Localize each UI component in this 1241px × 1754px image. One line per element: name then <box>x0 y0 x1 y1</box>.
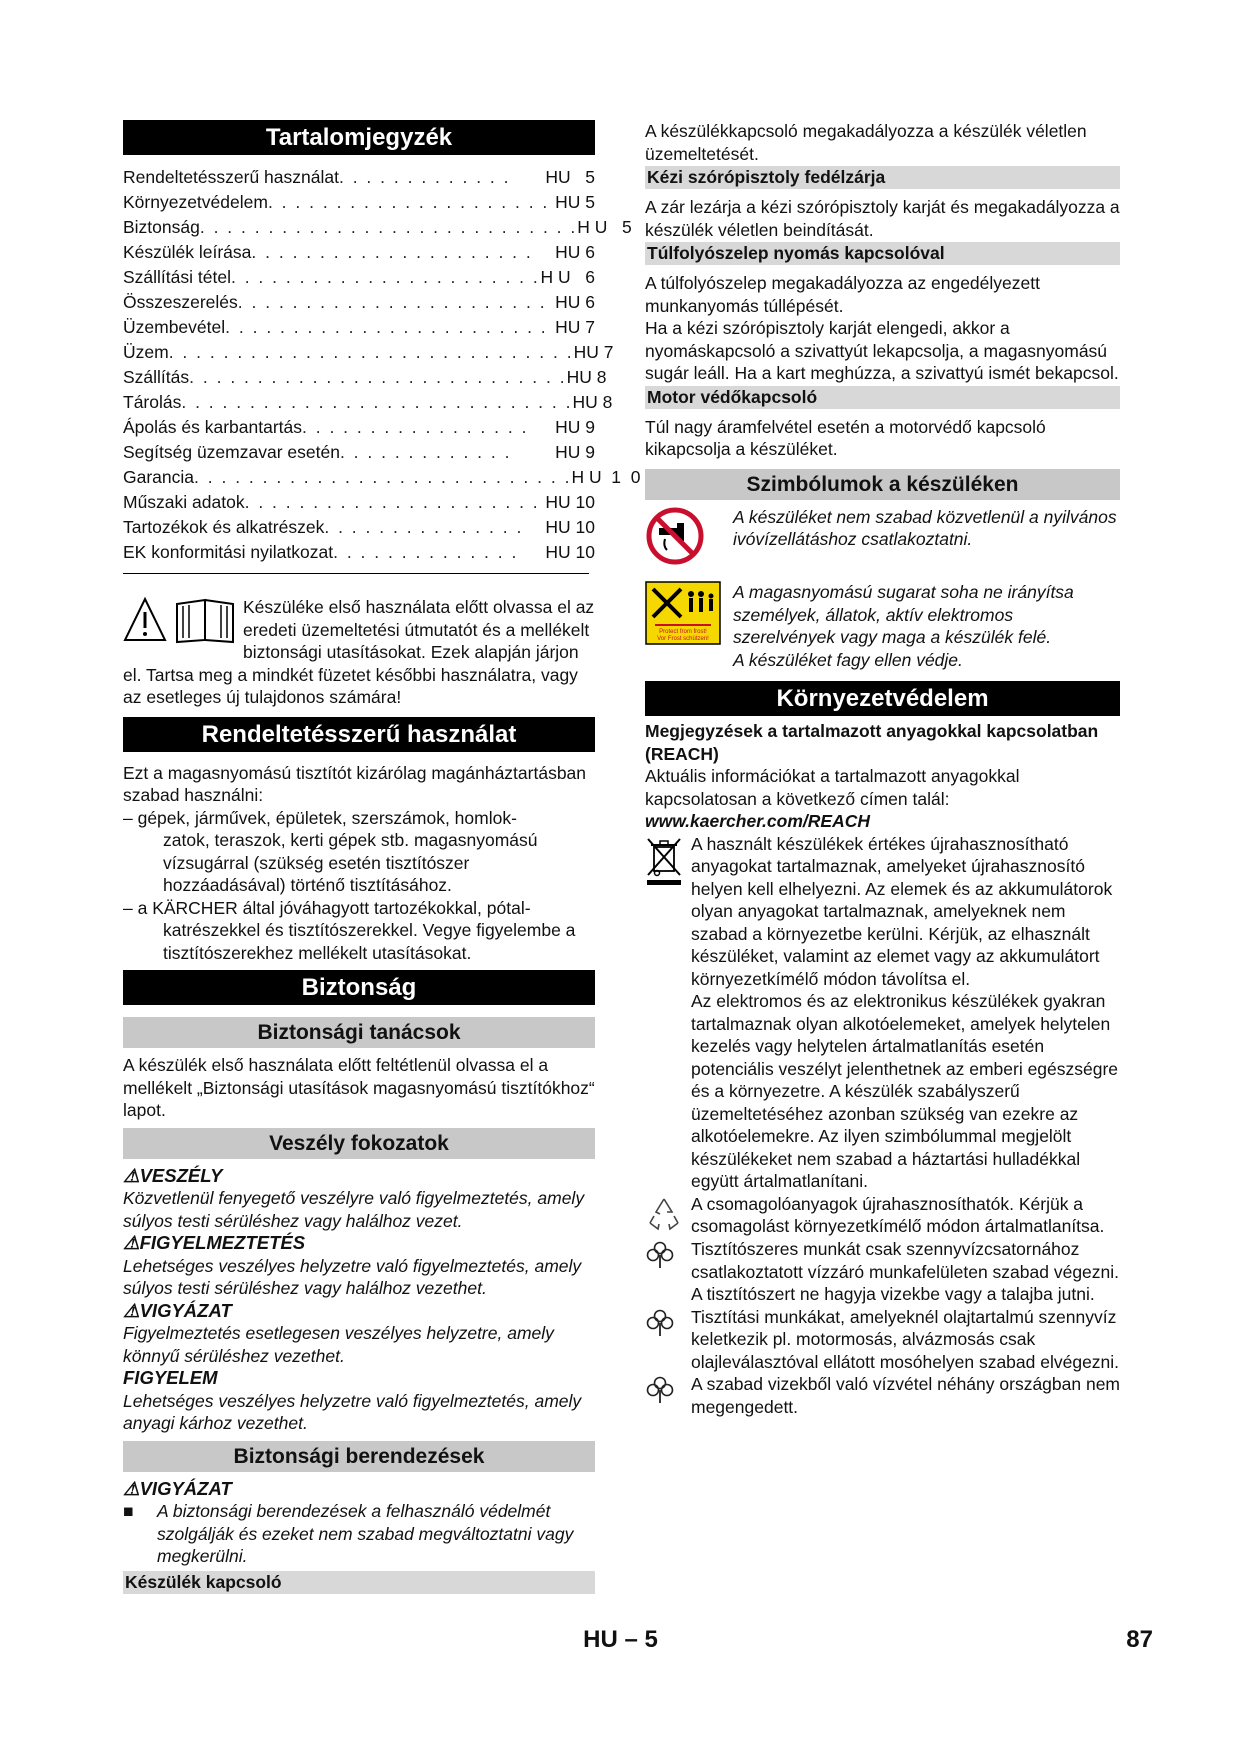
devices-bullet <box>123 1500 595 1570</box>
toc-entry-leader: . . . . . . . . . . . . . . . <box>324 517 524 537</box>
weee-row <box>645 833 1120 1193</box>
toc-entry-title: Szállítási tétel <box>123 267 231 287</box>
toc-entry <box>123 240 595 265</box>
frost-label-de: Vor Frost schützen! <box>657 636 709 642</box>
toc-entry-title: Műszaki adatok <box>123 492 245 512</box>
toc-entry-title: Üzembevétel <box>123 317 226 337</box>
overflow-valve-text-1: A túlfolyószelep megakadályozza az engedélyezett munkanyomás túllépését. <box>645 273 1040 316</box>
attention-text: Lehetséges veszélyes helyzetre való figyelmeztetés, amely anyagi kárhoz vezethet. <box>123 1390 582 1433</box>
symbol-2-text-1: A magasnyomású sugarat soha ne irányítsa személyek, állatok, aktív elektromos szerelvények vagy maga a készülék felé. <box>733 582 1074 647</box>
safety-heading: Biztonság <box>123 970 595 1005</box>
toc-entry-title: Segítség üzemzavar esetén <box>123 442 340 462</box>
toc-entry-page: HU 8 <box>566 367 607 387</box>
env-row-2 <box>645 1306 1120 1374</box>
toc-entry-leader: . . . . . . . . . . . . . . . . . . . . . . . . . . . . <box>189 367 567 387</box>
toc-entry-title: Biztonság <box>123 217 200 237</box>
crossed-bin-icon <box>645 833 691 1193</box>
toc-entry <box>123 190 595 215</box>
toc-entry-page: HU 10 <box>545 517 595 537</box>
toc-entry-title: Garancia <box>123 467 195 487</box>
no-drinking-water-icon <box>645 506 733 572</box>
warning-label: ⚠FIGYELMEZTETÉS <box>123 1232 306 1253</box>
toc-entry <box>123 265 595 290</box>
environment-heading: Környezetvédelem <box>645 681 1120 716</box>
toc-entry-leader: . . . . . . . . . . . . . . . . . . . . . . . <box>230 267 540 287</box>
left-column <box>123 120 641 1601</box>
toc-entry-page: HU 8 <box>572 392 613 412</box>
recycle-row <box>645 1193 1120 1239</box>
intro-note <box>123 596 595 709</box>
toc-entry-title: Összeszerelés <box>123 292 238 312</box>
gun-lock-text: A zár lezárja a kézi szórópisztoly karját és megakadályozza a készülék véletlen beindítását. <box>645 197 1120 240</box>
toc-entry <box>123 415 595 440</box>
right-column <box>645 120 1120 1418</box>
toc-entry <box>123 390 613 415</box>
toc-entry-page: HU 5 <box>540 167 595 187</box>
toc-entry-title: Készülék leírása <box>123 242 252 262</box>
toc-entry <box>123 290 595 315</box>
env-text-1: Tisztítószeres munkát csak szennyvízcsatornához csatlakoztatott vízzáró munkafelületen szabad végezni. A tisztítószert ne hagyja vizekbe vagy a talajba jutni. <box>691 1239 1120 1304</box>
toc-entry <box>123 490 595 515</box>
toc-list <box>123 165 641 565</box>
toc-entry-title: EK konformitási nyilatkozat <box>123 542 334 562</box>
weee-texts <box>691 833 1120 1193</box>
devices-caution-label: ⚠VIGYÁZAT <box>123 1477 232 1499</box>
intended-use-bullet-2-rest: katrészekkel és tisztítószerekkel. Vegye figyelembe a tisztítószerekhez mellékelt utasításokat. <box>163 920 576 963</box>
toc-entry-page: HU 6 <box>555 292 595 312</box>
recycle-icon <box>645 1193 691 1239</box>
toc-entry-page: HU 7 <box>555 317 595 337</box>
frost-label-en: Protect from frost! <box>659 629 707 635</box>
safety-tips-text: A készülék első használata előtt feltétlenül olvassa el a mellékelt „Biztonsági utasítások magasnyomású tisztítókhoz“ lapot. <box>123 1055 595 1120</box>
toc-entry-leader: . . . . . . . . . . . . . . . . . . . . . <box>267 192 550 212</box>
toc-entry-page: H U 6 <box>540 267 595 287</box>
intro-note-text: Készüléke első használata előtt olvassa el az eredeti üzemeltetési útmutatót és a mellékelt biztonsági utasításokat. Ezek alapján járjon el. Tartsa meg a mindkét füzetet későbbi használatra, vagy az esetleges új tulajdonos számára! <box>123 597 595 707</box>
symbol-row-2 <box>645 581 1120 671</box>
toc-entry-title: Szállítás <box>123 367 190 387</box>
toc-entry <box>123 515 595 540</box>
safety-tips-heading: Biztonsági tanácsok <box>123 1017 595 1048</box>
toc-entry-leader: . . . . . . . . . . . . . . . . . . . . . . . . . . . . <box>194 467 572 487</box>
caution-label: ⚠VIGYÁZAT <box>123 1299 232 1321</box>
env-row-3 <box>645 1373 1120 1418</box>
toc-entry-page: HU 10 <box>545 492 595 512</box>
motor-protection-text: Túl nagy áramfelvétel esetén a motorvédő kapcsoló kikapcsolja a készüléket. <box>645 416 1046 459</box>
symbols-heading: Szimbólumok a készüléken <box>645 469 1120 500</box>
environment-icon <box>645 1306 691 1374</box>
reach-text: Aktuális információkat a tartalmazott anyagokkal kapcsolatosan a következő címen talál: <box>645 766 1020 809</box>
toc-entry-leader: . . . . . . . . . . . . . . <box>333 542 519 562</box>
toc-entry-page: HU 6 <box>555 242 595 262</box>
toc-entry-page: HU 9 <box>555 442 595 462</box>
intended-use-bullet-2-start: – a KÄRCHER által jóváhagyott tartozékokkal, pótal- <box>123 897 531 918</box>
toc-entry-title: Ápolás és karbantartás <box>123 417 302 437</box>
toc-entry-leader: . . . . . . . . . . . . . . . . . . . . . . . . . . . . . . <box>168 342 574 362</box>
env-row-1 <box>645 1238 1120 1306</box>
caution-text: Figyelmeztetés esetlegesen veszélyes helyzetre, amely könnyű sérüléshez vezethet. <box>123 1323 554 1366</box>
toc-entry-leader: . . . . . . . . . . . . . <box>339 442 512 462</box>
switch-text: A készülékkapcsoló megakadályozza a készülék véletlen üzemeltetését. <box>645 121 1087 164</box>
footer-page-number: 87 <box>1126 1626 1153 1653</box>
environment-icon <box>645 1373 691 1418</box>
gun-lock-heading: Kézi szórópisztoly fedélzárja <box>645 166 1120 189</box>
toc-entry-title: Tárolás <box>123 392 182 412</box>
danger-label: ⚠VESZÉLY <box>123 1164 223 1186</box>
reach-url[interactable]: www.kaercher.com/REACH <box>645 811 870 831</box>
toc-entry <box>123 315 595 340</box>
toc-entry-page: HU 9 <box>555 417 595 437</box>
footer-section-label: HU – 5 <box>583 1626 658 1653</box>
intended-use-bullet-1-start: – gépek, járművek, épületek, szerszámok, homlok- <box>123 807 517 828</box>
toc-entry-leader: . . . . . . . . . . . . . <box>338 167 511 187</box>
warning-book-icon <box>123 596 241 644</box>
symbol-1-text: A készüléket nem szabad közvetlenül a nyilvános ivóvízellátáshoz csatlakoztatni. <box>733 506 1117 549</box>
toc-title: Tartalomjegyzék <box>123 120 595 155</box>
devices-bullet-text: A biztonsági berendezések a felhasználó védelmét szolgálják és ezeket nem szabad megváltoztatni vagy megkerülni. <box>157 1501 574 1566</box>
toc-entry-title: Tartozékok és alkatrészek <box>123 517 325 537</box>
symbol-2-texts <box>733 581 1120 671</box>
toc-entry-title: Rendeltetésszerű használat <box>123 167 339 187</box>
overflow-valve-text-2: Ha a kézi szórópisztoly karját elengedi, akkor a nyomáskapcsoló a szivattyút lekapcsolja, a magasnyomású sugár leáll. Ha a kart meghúzza, a szivattyú ismét bekapcsol. <box>645 318 1119 383</box>
recycle-text: A csomagolóanyagok újrahasznosíthatók. Kérjük a csomagolást környezetkímélő módon ártalmatlanítsa. <box>691 1193 1105 1236</box>
toc-entry-page: H U 5 <box>577 217 632 237</box>
hazard-levels-heading: Veszély fokozatok <box>123 1128 595 1159</box>
toc-entry-leader: . . . . . . . . . . . . . . . . . . . . . . <box>244 492 540 512</box>
attention-label: FIGYELEM <box>123 1367 218 1388</box>
toc-entry <box>123 440 595 465</box>
environment-icon <box>645 1238 691 1306</box>
toc-entry-leader: . . . . . . . . . . . . . . . . . . . . . <box>251 242 533 262</box>
safety-devices-heading: Biztonsági berendezések <box>123 1441 595 1472</box>
warning-text: Lehetséges veszélyes helyzetre való figyelmeztetés, amely súlyos testi sérüléshez vagy halálhoz vezethet. <box>123 1255 582 1298</box>
toc-entry-leader: . . . . . . . . . . . . . . . . . <box>302 417 529 437</box>
toc-entry-page: HU 10 <box>545 542 595 562</box>
toc-entry-page: HU 5 <box>555 192 595 212</box>
weee-text-1: A használt készülékek értékes újrahasznosítható anyagokat tartalmaznak, amelyeket újrahasznosító helyen kell elhelyezni. Az elemek és az akkumulátorok olyan anyagokat tartalmaznak, amelyeknek nem szabad a környezetbe kerülni. Kérjük, az elhasznált készüléket, valamint az elemet vagy az akkumulátort környezetkímélő módon távolítsa el. <box>691 833 1113 989</box>
toc-entry <box>123 365 607 390</box>
toc-entry-page: HU 7 <box>573 342 614 362</box>
motor-protection-heading: Motor védőkapcsoló <box>645 386 1120 409</box>
toc-entry <box>123 165 595 190</box>
toc-entry-leader: . . . . . . . . . . . . . . . . . . . . . . . . . . . . <box>199 217 578 237</box>
toc-entry-title: Környezetvédelem <box>123 192 268 212</box>
device-switch-heading: Készülék kapcsoló <box>123 1571 595 1594</box>
danger-text: Közvetlenül fenyegető veszélyre való figyelmeztetés, amely súlyos testi sérüléshez vagy halálhoz vezet. <box>123 1188 585 1231</box>
symbol-2-text-2: A készüléket fagy ellen védje. <box>733 649 963 670</box>
weee-text-2: Az elektromos és az elektronikus készülékek gyakran tartalmaznak olyan alkotóelemeket, amelyek helytelen kezelés vagy helytelen ártalmatlanítás esetén potenciális veszélyt jelenthetnek az emberi egészségre és a környezetre. A készülék szabályszerű üzemeltetéséhez azonban szükség van ezekre az alkotóelemekre. Az ilyen szimbólummal megjelölt készülékeket nem szabad a háztartási hulladékkal együtt ártalmatlanítani. <box>691 991 1119 1191</box>
toc-entry <box>123 215 632 240</box>
toc-entry-page: H U 1 0 <box>571 467 641 487</box>
intended-use-intro: Ezt a magasnyomású tisztítót kizárólag magánháztartásban szabad használni: <box>123 762 587 805</box>
toc-entry <box>123 540 595 565</box>
toc-entry-leader: . . . . . . . . . . . . . . . . . . . . . . . . . . . . . <box>181 392 573 412</box>
toc-entry <box>123 465 641 490</box>
env-text-2: Tisztítási munkákat, amelyeknél olajtartalmú szennyvíz keletkezik pl. motormosás, alvázmosás csak olajleválasztóval ellátott mosóhelyen szabad elvégezni. <box>691 1306 1120 1372</box>
high-pressure-warning-icon <box>645 581 733 671</box>
intended-use-heading: Rendeltetésszerű használat <box>123 717 595 752</box>
toc-entry-title: Üzem <box>123 342 169 362</box>
square-bullet-icon: ■ <box>123 1501 134 1521</box>
toc-entry-leader: . . . . . . . . . . . . . . . . . . . . . . . . <box>225 317 548 337</box>
intended-use-bullet-1-rest: zatok, teraszok, kerti gépek stb. magasnyomású vízsugárral (szükség esetén tisztítószer hozzáadásával) történő tisztításához. <box>163 830 538 895</box>
reach-heading: Megjegyzések a tartalmazott anyagokkal kapcsolatban (REACH) <box>645 721 1099 764</box>
symbol-row-1 <box>645 506 1120 572</box>
toc-entry <box>123 340 614 365</box>
env-text-3: A szabad vizekből való vízvétel néhány országban nem megengedett. <box>691 1374 1121 1417</box>
overflow-valve-heading: Túlfolyószelep nyomás kapcsolóval <box>645 242 1120 265</box>
toc-divider <box>123 573 589 574</box>
toc-entry-leader: . . . . . . . . . . . . . . . . . . . . . . . <box>237 292 547 312</box>
